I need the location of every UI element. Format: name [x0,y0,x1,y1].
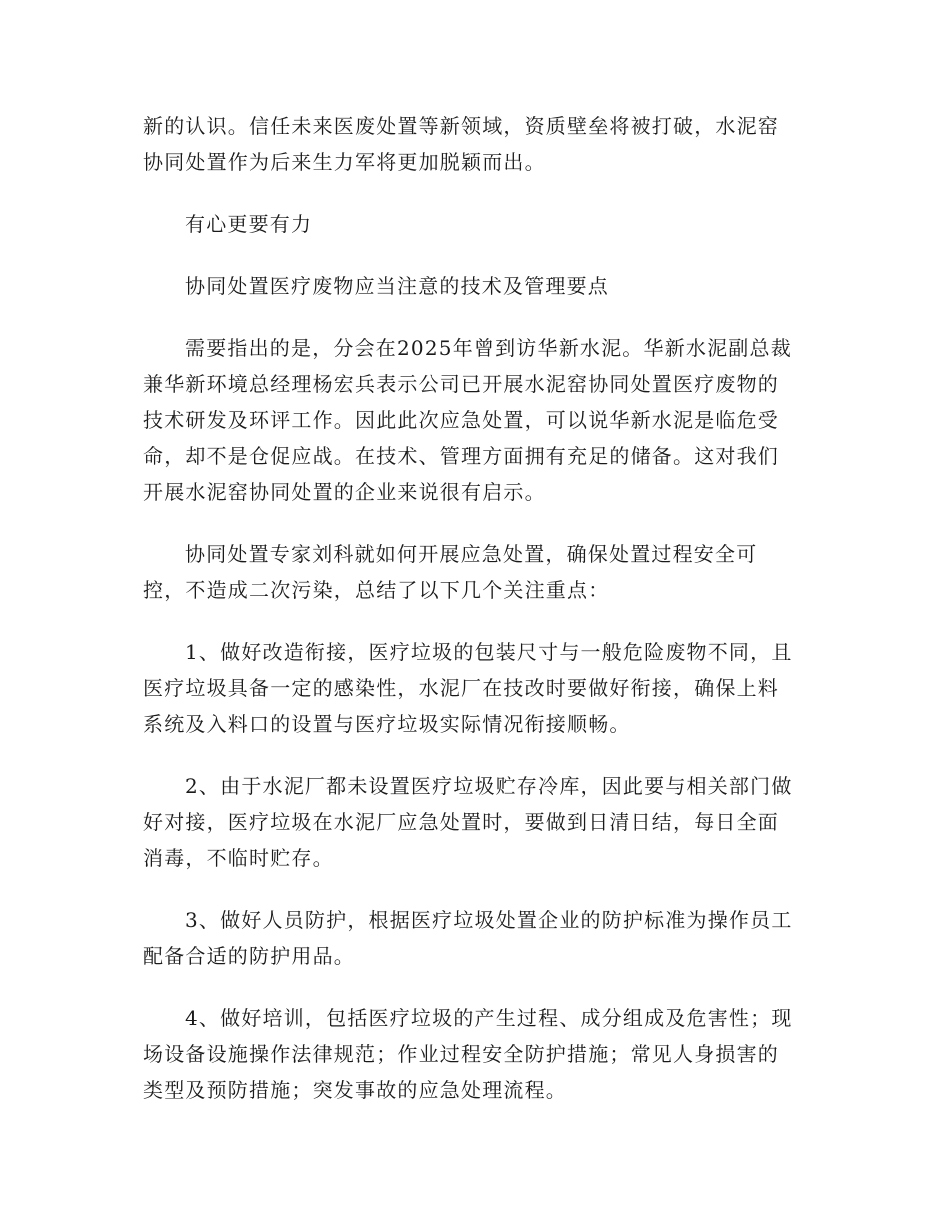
section-heading-1: 有心更要有力 [185,212,313,236]
list-item-2: 2、由于水泥厂都未设置医疗垃圾贮存冷库，因此要与相关部门做 好对接，医疗垃圾在水泥厂应急处置时，要做到日清日结，每日全面 消毒，不临时贮存。 [143,774,793,870]
list-item-3: 3、做好人员防护，根据医疗垃圾处置企业的防护标准为操作员工 配备合适的防护用品。 [143,908,793,968]
section-heading-2: 协同处置医疗废物应当注意的技术及管理要点 [185,274,609,298]
list-item-1: 1、做好改造衔接，医疗垃圾的包装尺寸与一般危险废物不同，且 医疗垃圾具备一定的感染性，水泥厂在技改时要做好衔接，确保上料 系统及入料口的设置与医疗垃圾实际情况衔接顺畅。 [143,640,793,736]
document-body [143,108,808,1108]
list-item-4: 4、做好培训，包括医疗垃圾的产生过程、成分组成及危害性；现 场设备设施操作法律规范；作业过程安全防护措施；常见人身损害的 类型及预防措施；突发事故的应急处理流程。 [143,1006,793,1102]
paragraph-intro-continuation: 新的认识。信任未来医废处置等新领域，资质壁垒将被打破，水泥窑 协同处置作为后来生力军将更加脱颖而出。 [143,114,779,174]
paragraph-expert-summary: 协同处置专家刘科就如何开展应急处置，确保处置过程安全可 控，不造成二次污染，总结了以下几个关注重点： [143,542,758,602]
paragraph-huaxin-cement: 需要指出的是，分会在2025年曾到访华新水泥。华新水泥副总裁 兼华新环境总经理杨宏兵表示公司已开展水泥窑协同处置医疗废物的 技术研发及环评工作。因此此次应急处置，可以说华新水泥是临危受 命，却不是仓促应战。在技术、管理方面拥有充足的储备。这对我们 开展水泥窑协同处置的企业来说很有启示。 [143,336,792,504]
